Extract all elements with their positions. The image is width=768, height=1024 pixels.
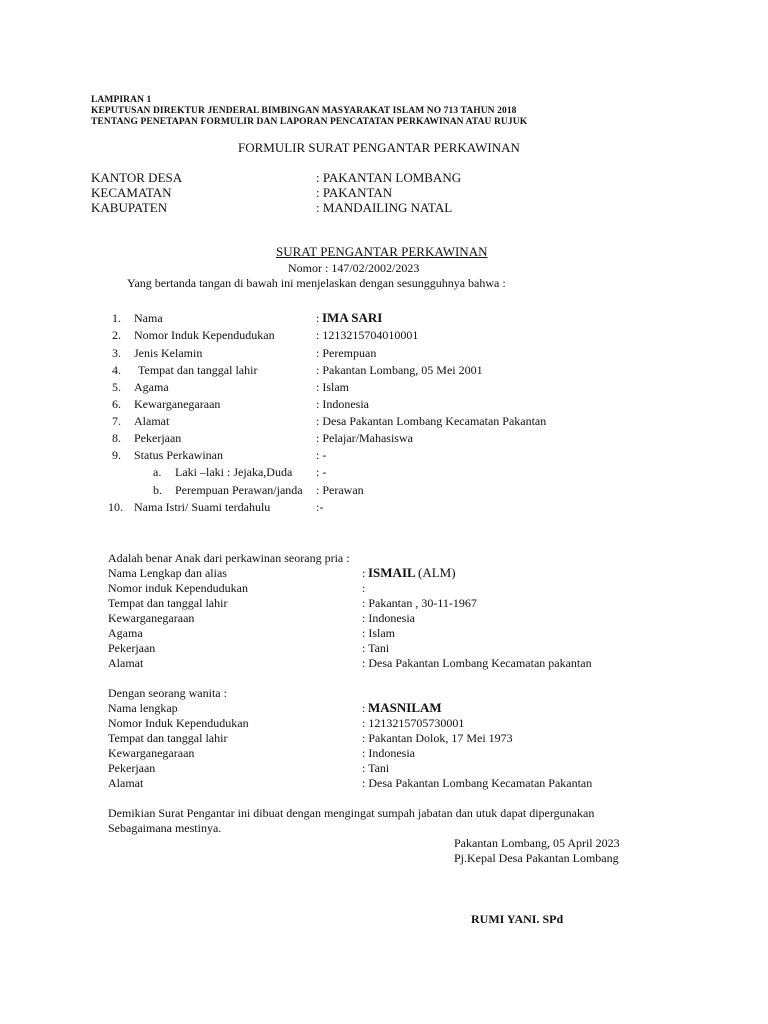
field-label: Status Perkawinan xyxy=(134,448,223,462)
field-label: Nama lengkap xyxy=(108,701,178,715)
applicant-row-marital-male xyxy=(0,465,768,482)
office-label-kabupaten: KABUPATEN xyxy=(91,200,168,215)
sub-letter: a. xyxy=(153,465,162,479)
father-row-name xyxy=(0,566,768,581)
field-value: : - xyxy=(316,448,327,462)
father-row-nik xyxy=(0,581,768,596)
field-value: : xyxy=(362,581,366,595)
field-value: : Pelajar/Mahasiswa xyxy=(316,431,413,445)
field-value: : Desa Pakantan Lombang Kecamatan pakantan xyxy=(362,656,592,670)
father-name: ISMAIL xyxy=(368,565,416,580)
applicant-row-birth xyxy=(0,363,768,380)
field-label: Nomor induk Kependudukan xyxy=(108,581,248,595)
mother-row-birth xyxy=(0,731,768,746)
field-label: Pekerjaan xyxy=(134,431,182,445)
lampiran-label: LAMPIRAN 1 xyxy=(91,95,152,105)
father-intro: Adalah benar Anak dari perkawinan seorang pria : xyxy=(108,551,350,565)
father-row-citizenship xyxy=(0,611,768,626)
field-label: Pekerjaan xyxy=(108,761,156,775)
letter-intro: Yang bertanda tangan di bawah ini menjelaskan dengan sesungguhnya bahwa : xyxy=(127,276,506,290)
applicant-row-previous-spouse xyxy=(0,500,768,517)
applicant-row-gender xyxy=(0,346,768,363)
field-label: Pekerjaan xyxy=(108,641,156,655)
field-value: : Islam xyxy=(362,626,395,640)
mother-row-address xyxy=(0,776,768,791)
field-colon: : xyxy=(316,311,320,325)
office-value-kabupaten: : MANDAILING NATAL xyxy=(316,200,453,215)
field-label: Agama xyxy=(108,626,143,640)
row-number: 8. xyxy=(112,431,121,445)
field-value: : Indonesia xyxy=(362,611,415,625)
tentang-line: TENTANG PENETAPAN FORMULIR DAN LAPORAN PENCATATAN PERKAWINAN ATAU RUJUK xyxy=(91,117,528,127)
field-value: : Desa Pakantan Lombang Kecamatan Pakantan xyxy=(362,776,593,790)
field-value: : Tani xyxy=(362,641,390,655)
field-value: : 1213215704010001 xyxy=(316,328,419,342)
office-label-kecamatan: KECAMATAN xyxy=(91,185,172,200)
field-label: Tempat dan tanggal lahir xyxy=(138,363,258,377)
field-value: : Desa Pakantan Lombang Kecamatan Pakantan xyxy=(316,414,547,428)
field-value: : Indonesia xyxy=(316,397,369,411)
field-label: Kewarganegaraan xyxy=(134,397,221,411)
field-value: :- xyxy=(316,500,324,514)
field-label: Tempat dan tanggal lahir xyxy=(108,596,228,610)
field-value: : Perawan xyxy=(316,483,364,497)
field-label: Alamat xyxy=(108,656,144,670)
applicant-row-religion xyxy=(0,380,768,397)
field-value: : Islam xyxy=(316,380,349,394)
letter-number: Nomor : 147/02/2002/2023 xyxy=(288,261,420,275)
applicant-row-citizenship xyxy=(0,397,768,414)
field-label: Alamat xyxy=(134,414,170,428)
field-label: Nama Istri/ Suami terdahulu xyxy=(134,500,271,514)
field-label: Laki –laki : Jejaka,Duda xyxy=(175,465,293,479)
field-label: Jenis Kelamin xyxy=(134,346,203,360)
father-row-address xyxy=(0,656,768,671)
row-number: 10. xyxy=(108,500,123,514)
closing-line-2: Sebagaimana mestinya. xyxy=(108,821,222,835)
office-value-kecamatan: : PAKANTAN xyxy=(316,185,393,200)
form-title: FORMULIR SURAT PENGANTAR PERKAWINAN xyxy=(238,140,520,155)
father-row-religion xyxy=(0,626,768,641)
row-number: 3. xyxy=(112,346,121,360)
signatory-name: RUMI YANI. SPd xyxy=(471,912,564,926)
applicant-name: IMA SARI xyxy=(322,310,383,325)
field-value: : Tani xyxy=(362,761,390,775)
row-number: 2. xyxy=(112,328,121,342)
field-value: : Pakantan Lombang, 05 Mei 2001 xyxy=(316,363,483,377)
keputusan-line: KEPUTUSAN DIREKTUR JENDERAL BIMBINGAN MASYARAKAT ISLAM NO 713 TAHUN 2018 xyxy=(91,106,517,116)
sub-letter: b. xyxy=(153,483,162,497)
field-label: Agama xyxy=(134,380,169,394)
field-label: Nama xyxy=(134,311,163,325)
field-value: : Pakantan Dolok, 17 Mei 1973 xyxy=(362,731,513,745)
mother-row-citizenship xyxy=(0,746,768,761)
applicant-row-address xyxy=(0,414,768,431)
field-label: Kewarganegaraan xyxy=(108,611,195,625)
mother-row-name xyxy=(0,701,768,716)
field-colon: : xyxy=(362,566,366,580)
letter-title: SURAT PENGANTAR PERKAWINAN xyxy=(276,244,488,259)
field-value: : Indonesia xyxy=(362,746,415,760)
office-label-desa: KANTOR DESA xyxy=(91,170,183,185)
row-number: 1. xyxy=(112,311,121,325)
applicant-row-nik xyxy=(0,328,768,345)
mother-row-nik xyxy=(0,716,768,731)
field-value: : Pakantan , 30-11-1967 xyxy=(362,596,477,610)
signatory-position: Pj.Kepal Desa Pakantan Lombang xyxy=(454,851,619,865)
field-label: Nomor Induk Kependudukan xyxy=(134,328,275,342)
closing-line-1: Demikian Surat Pengantar ini dibuat dengan mengingat sumpah jabatan dan utuk dapat dipergunakan xyxy=(108,806,595,820)
row-number: 4. xyxy=(112,363,121,377)
field-label: Perempuan Perawan/janda xyxy=(175,483,303,497)
row-number: 7. xyxy=(112,414,121,428)
mother-name: MASNILAM xyxy=(368,700,442,715)
mother-intro: Dengan seorang wanita : xyxy=(108,686,227,700)
father-row-occupation xyxy=(0,641,768,656)
field-label: Nama Lengkap dan alias xyxy=(108,566,227,580)
field-label: Nomor Induk Kependudukan xyxy=(108,716,249,730)
office-value-desa: : PAKANTAN LOMBANG xyxy=(316,170,462,185)
row-number: 5. xyxy=(112,380,121,394)
field-colon: : xyxy=(362,701,366,715)
field-label: Kewarganegaraan xyxy=(108,746,195,760)
mother-row-occupation xyxy=(0,761,768,776)
field-value: : 1213215705730001 xyxy=(362,716,465,730)
field-label: Alamat xyxy=(108,776,144,790)
row-number: 9. xyxy=(112,448,121,462)
applicant-row-name xyxy=(0,311,768,328)
applicant-row-marital-female xyxy=(0,483,768,500)
field-value: : Perempuan xyxy=(316,346,377,360)
field-value: : - xyxy=(316,465,327,479)
applicant-row-occupation xyxy=(0,431,768,448)
row-number: 6. xyxy=(112,397,121,411)
father-name-suffix: (ALM) xyxy=(418,565,456,580)
applicant-row-marital xyxy=(0,448,768,465)
field-label: Tempat dan tanggal lahir xyxy=(108,731,228,745)
place-date: Pakantan Lombang, 05 April 2023 xyxy=(454,836,620,850)
father-row-birth xyxy=(0,596,768,611)
